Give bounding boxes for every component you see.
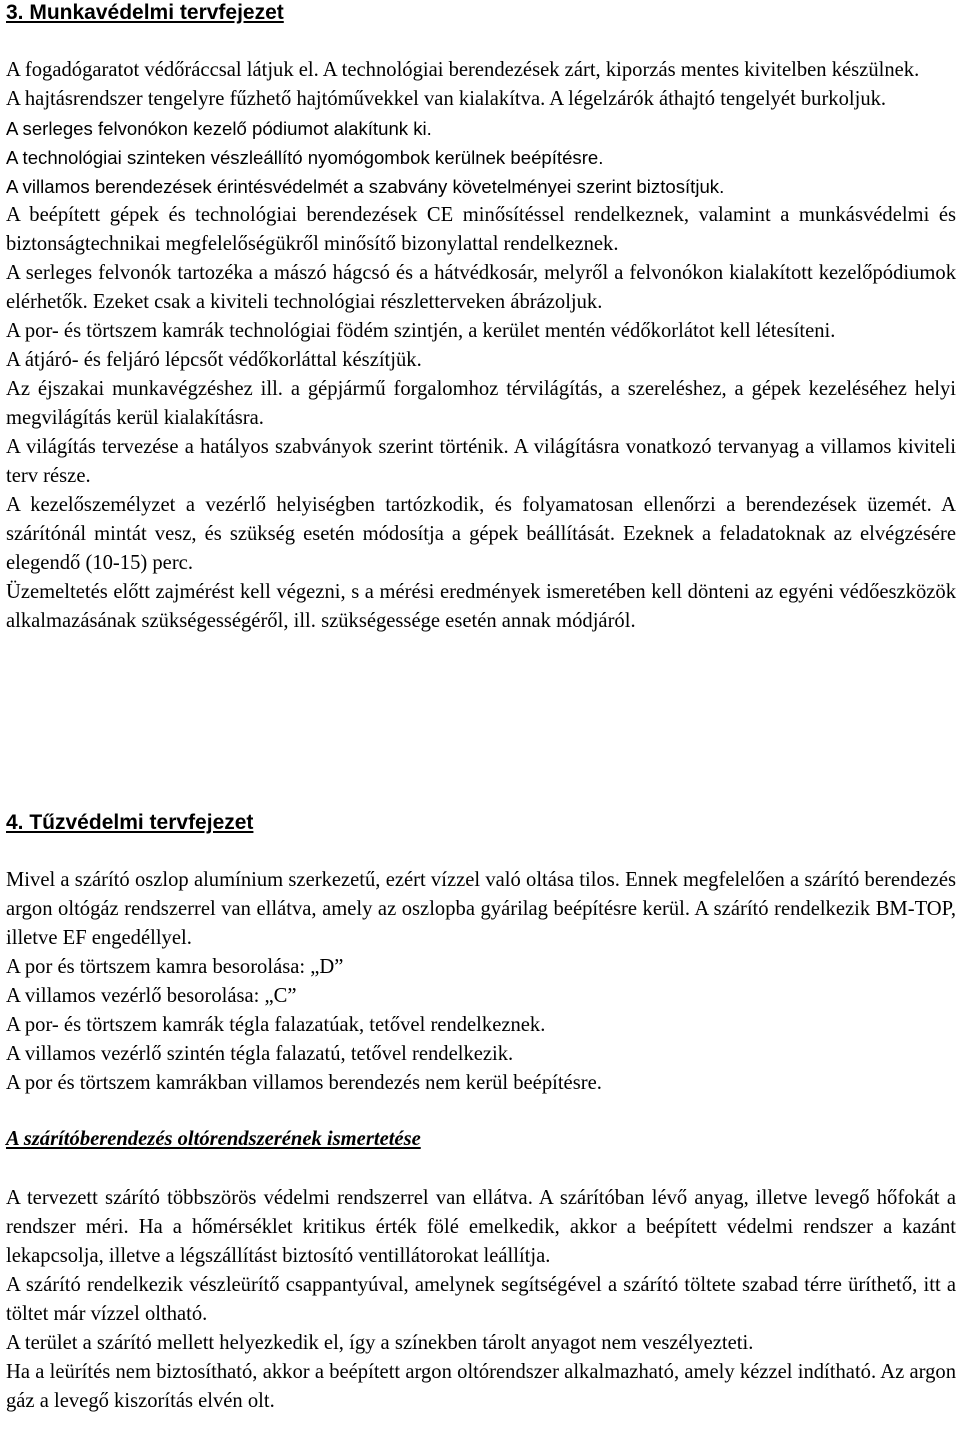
paragraph: A világítás tervezése a hatályos szabványok szerint történik. A világításra vonatkozó tervanyag a villamos kiviteli terv része. [6, 436, 956, 487]
paragraph: A kezelőszemélyzet a vezérlő helyiségben tartózkodik, és folyamatosan ellenőrzi a berendezések üzemét. A szárítónál mintát vesz, és szükség esetén módosítja a gépek beállítását. Ezeknek a feladatoknak az elvégzésére elegendő (10-15) perc. [6, 494, 956, 574]
section-4-heading: 4. Tűzvédelmi tervfejezet [6, 811, 254, 834]
paragraph: A por- és törtszem kamrák technológiai födém szintjén, a kerület mentén védőkorlátot kell létesíteni. [6, 320, 836, 342]
paragraph: A villamos vezérlő besorolása: „C” [6, 985, 297, 1007]
paragraph: A villamos vezérlő szintén tégla falazatú, tetővel rendelkezik. [6, 1043, 514, 1065]
paragraph: Az éjszakai munkavégzéshez ill. a gépjármű forgalomhoz térvilágítás, a szereléshez, a gépek kezeléséhez helyi megvilágítás kerül kialakításra. [6, 378, 956, 429]
paragraph: A tervezett szárító többszörös védelmi rendszerrel van ellátva. A szárítóban lévő anyag, illetve levegő hőfokát a rendszer méri. Ha a hőmérséklet kritikus érték fölé emelkedik, akkor a beépített védelmi rendszer a kazánt lekapcsolja, illetve a légszállítást biztosító ventillátorokat leállítja. [6, 1187, 956, 1267]
paragraph: A fogadógaratot védőráccsal látjuk el. A technológiai berendezések zárt, kiporzás mentes kivitelben készülnek. [6, 59, 920, 81]
paragraph: A átjáró- és feljáró lépcsőt védőkorláttal készítjük. [6, 349, 422, 371]
subsection-heading: A szárítóberendezés oltórendszerének ismertetése [6, 1128, 421, 1150]
paragraph: A terület a szárító mellett helyezkedik el, így a színekben tárolt anyagot nem veszélyezteti. [6, 1332, 754, 1354]
paragraph: A por- és törtszem kamrák tégla falazatúak, tetővel rendelkeznek. [6, 1014, 546, 1036]
paragraph: A serleges felvonókon kezelő pódiumot alakítunk ki. [6, 118, 432, 139]
paragraph: Ha a leürítés nem biztosítható, akkor a beépített argon oltórendszer alkalmazható, amely kézzel indítható. Az argon gáz a levegő kiszorítás elvén olt. [6, 1361, 956, 1412]
paragraph: A por és törtszem kamra besorolása: „D” [6, 956, 344, 978]
paragraph: Mivel a szárító oszlop alumínium szerkezetű, ezért vízzel való oltása tilos. Ennek megfelelően a szárító berendezés argon oltógáz rendszerrel van ellátva, amely az oszlopba gyárilag beépítésre kerül. A szárító rendelkezik BM-TOP, illetve EF engedéllyel. [6, 869, 956, 949]
paragraph: A serleges felvonók tartozéka a mászó hágcsó és a hátvédkosár, melyről a felvonókon kialakított kezelőpódiumok elérhetők. Ezeket csak a kiviteli technológiai részletterveken ábrázoljuk. [6, 262, 956, 313]
paragraph: A por és törtszem kamrákban villamos berendezés nem kerül beépítésre. [6, 1072, 602, 1094]
section-4-body [6, 866, 956, 1098]
paragraph: A technológiai szinteken vészleállító nyomógombok kerülnek beépítésre. [6, 147, 604, 168]
subsection-body [6, 1184, 956, 1416]
paragraph: A szárító rendelkezik vészleürítő csappantyúval, amelynek segítségével a szárító töltete szabad térre üríthető, itt a töltet már vízzel oltható. [6, 1274, 956, 1325]
paragraph: Üzemeltetés előtt zajmérést kell végezni, s a mérési eredmények ismeretében kell dönteni az egyéni védőeszközök alkalmazásának szükségességéről, ill. szükségessége esetén annak módjáról. [6, 581, 956, 632]
section-3-body [6, 56, 956, 636]
paragraph: A villamos berendezések érintésvédelmét a szabvány követelményei szerint biztosítjuk. [6, 176, 725, 197]
paragraph: A beépített gépek és technológiai berendezések CE minősítéssel rendelkeznek, valamint a munkásvédelmi és biztonságtechnikai megfelelőségükről minősítő bizonylattal rendelkeznek. [6, 204, 956, 255]
paragraph: A hajtásrendszer tengelyre fűzhető hajtóművekkel van kialakítva. A légelzárók áthajtó tengelyét burkoljuk. [6, 88, 887, 110]
section-3-heading: 3. Munkavédelmi tervfejezet [6, 1, 284, 24]
